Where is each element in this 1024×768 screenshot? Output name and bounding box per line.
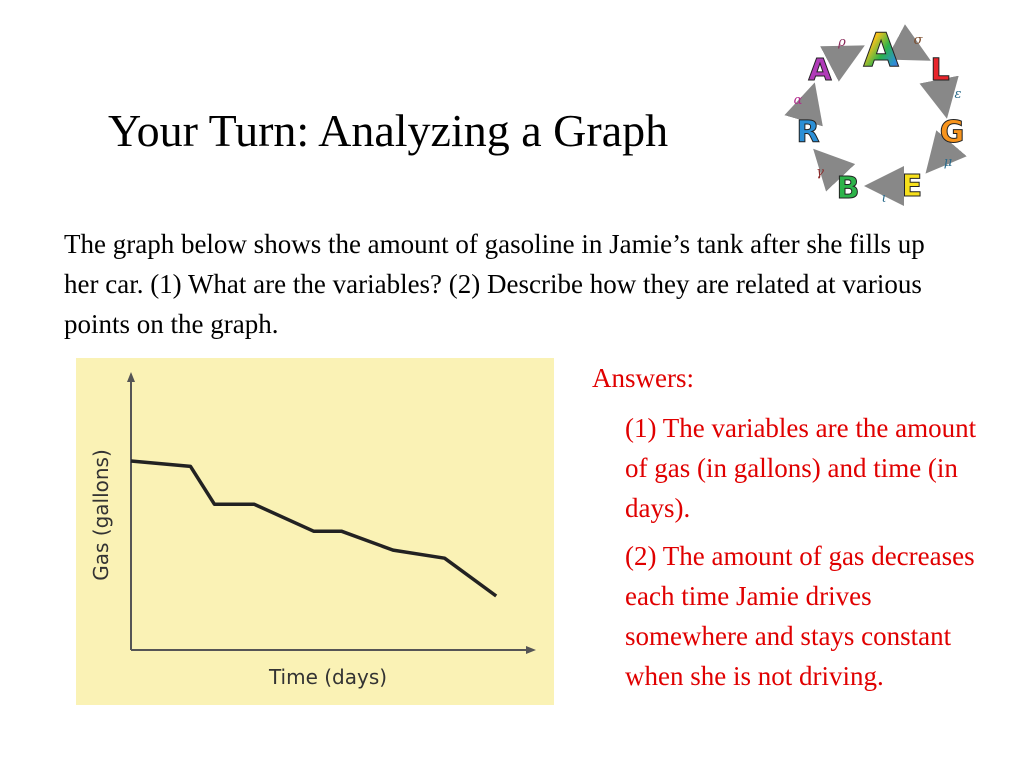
logo-greek-iota: ι [881, 191, 887, 206]
logo-letter-r: R [796, 115, 820, 150]
answers-heading: Answers: [592, 363, 694, 393]
logo-greek-alpha: α [793, 93, 803, 108]
x-axis-arrow [526, 646, 536, 654]
logo-greek-epsilon: ε [954, 87, 962, 102]
logo-letter-b: B [836, 171, 860, 206]
logo-letter-e: E [901, 169, 923, 204]
logo-letter-l: L [930, 53, 950, 88]
logo-greek-mu: μ [943, 155, 953, 170]
logo-greek-sigma: σ [913, 33, 923, 48]
gas-time-chart [76, 358, 554, 705]
logo-letter-a-left: A [808, 53, 832, 88]
y-axis-label: Gas (gallons) [89, 449, 113, 581]
y-axis-arrow [127, 372, 135, 382]
logo-greek-gamma: γ [816, 165, 824, 180]
logo-arrow-7 [837, 50, 856, 60]
logo-greek-rho: ρ [838, 35, 846, 50]
logo-arrow-6 [805, 92, 812, 116]
logo [770, 14, 986, 214]
logo-arrow-1 [907, 48, 922, 56]
answer-2: (2) The amount of gas decreases each time Jamie drives somewhere and stays constant when she is not driving. [625, 541, 975, 691]
logo-arrow-2 [941, 89, 945, 109]
logo-arrow-3 [932, 152, 944, 166]
answer-1: (1) The variables are the amount of gas (in gallons) and time (in days). [625, 413, 977, 523]
intro-text: The graph below shows the amount of gasoline in Jamie’s tank after she fills up her car. (1) What are the variables? (2) Describe how they are related at various points on the graph. [64, 229, 925, 339]
chart-panel [76, 358, 554, 705]
gas-level-line [131, 461, 496, 596]
slide-title: Your Turn: Analyzing a Graph [108, 105, 669, 156]
logo-letter-a-top: A [863, 23, 899, 77]
answers-panel [592, 358, 977, 691]
logo-letter-g: G [939, 115, 965, 150]
x-axis-label: Time (days) [268, 665, 388, 689]
logo-graphic [770, 14, 986, 214]
